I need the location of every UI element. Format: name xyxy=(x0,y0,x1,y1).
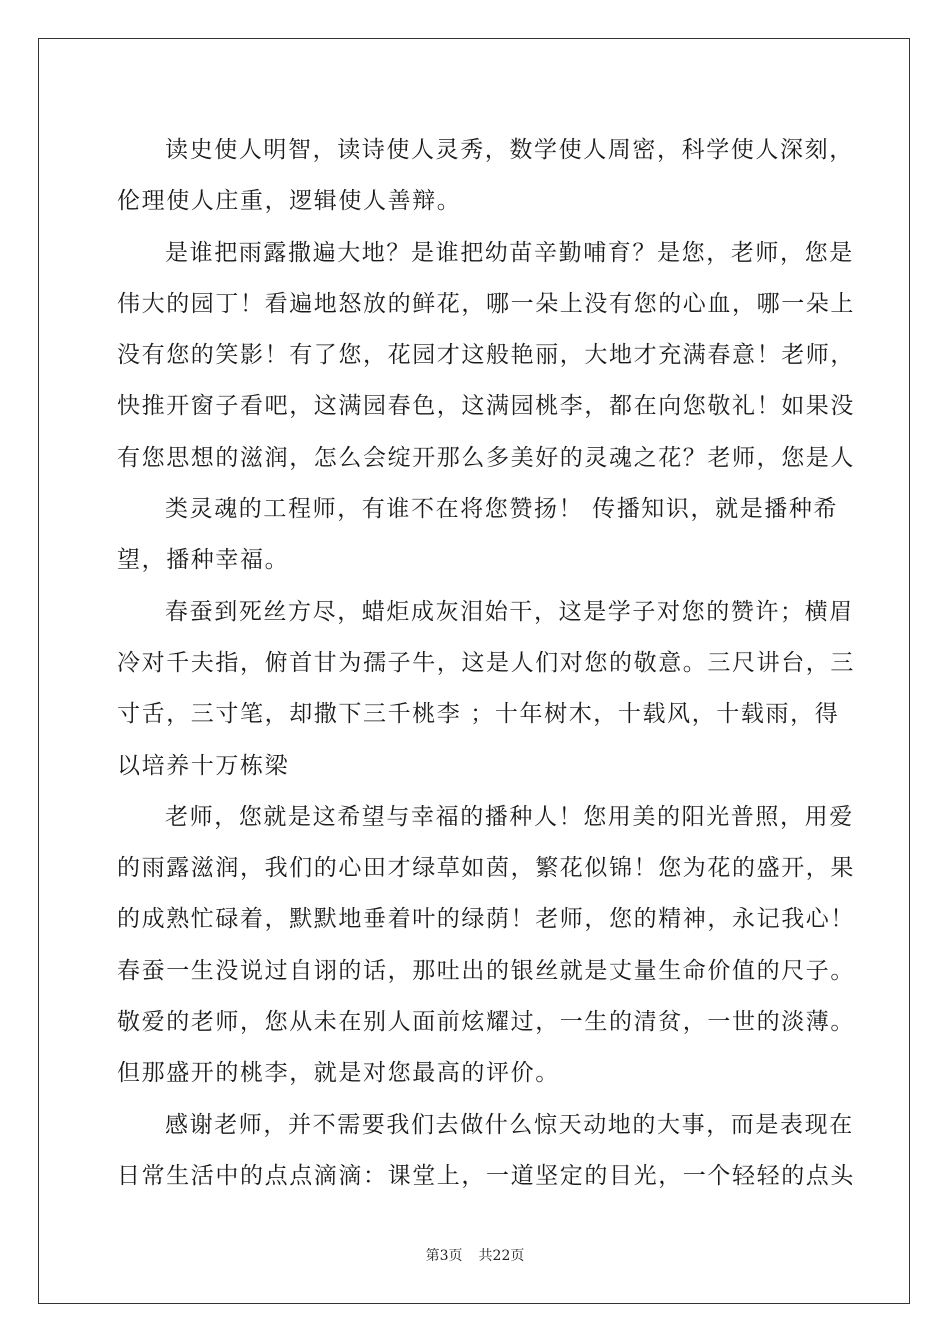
paragraph-5-line-5: 敬爱的老师，您从未在别人面前炫耀过，一生的清贫，一世的淡薄。 xyxy=(117,1009,855,1036)
paragraph-5-line-3: 的成熟忙碌着，默默地垂着叶的绿荫！老师，您的精神，永记我心！ xyxy=(117,906,855,933)
paragraph-4-line-4: 以培养十万栋梁 xyxy=(117,752,290,779)
paragraph-1-line-1: 读史使人明智，读诗使人灵秀，数学使人周密，科学使人深刻， xyxy=(165,137,854,163)
paragraph-5-line-2: 的雨露滋润，我们的心田才绿草如茵，繁花似锦！您为花的盛开，果 xyxy=(117,855,855,882)
paragraph-3-line-1: 类灵魂的工程师，有谁不在将您赞扬！ 传播知识，就是播种希 xyxy=(165,496,839,523)
document-body xyxy=(117,128,855,1205)
paragraph-3-line-2: 望，播种幸福。 xyxy=(117,547,290,574)
paragraph-2-line-5: 有您思想的滋润，怎么会绽开那么多美好的灵魂之花？老师，您是人 xyxy=(117,444,855,471)
page-footer xyxy=(0,1245,950,1265)
paragraph-4-line-2: 冷对千夫指，俯首甘为孺子牛，这是人们对您的敬意。三尺讲台，三 xyxy=(117,649,855,676)
paragraph-6-line-1: 感谢老师，并不需要我们去做什么惊天动地的大事，而是表现在 xyxy=(165,1111,854,1138)
paragraph-5-line-4: 春蚕一生没说过自诩的话，那吐出的银丝就是丈量生命价值的尺子。 xyxy=(117,957,855,984)
current-page-number: 第3页 xyxy=(425,1248,463,1264)
paragraph-2-line-4: 快推开窗子看吧，这满园春色，这满园桃李，都在向您敬礼！如果没 xyxy=(117,393,855,420)
paragraph-5-line-1: 老师，您就是这希望与幸福的播种人！您用美的阳光普照，用爱 xyxy=(165,803,854,830)
paragraph-2-line-1: 是谁把雨露撒遍大地？是谁把幼苗辛勤哺育？是您，老师，您是 xyxy=(165,239,854,266)
paragraph-4-line-1: 春蚕到死丝方尽，蜡炬成灰泪始干，这是学子对您的赞许；横眉 xyxy=(165,598,854,625)
paragraph-2-line-2: 伟大的园丁！看遍地怒放的鲜花，哪一朵上没有您的心血，哪一朵上 xyxy=(117,290,855,317)
paragraph-5-line-6: 但那盛开的桃李，就是对您最高的评价。 xyxy=(117,1060,560,1087)
paragraph-2-line-3: 没有您的笑影！有了您，花园才这般艳丽，大地才充满春意！老师， xyxy=(117,342,855,369)
paragraph-6-line-2: 日常生活中的点点滴滴：课堂上，一道坚定的目光，一个轻轻的点头 xyxy=(117,1162,855,1189)
paragraph-1-line-2: 伦理使人庄重，逻辑使人善辩。 xyxy=(117,188,462,215)
total-page-count: 共22页 xyxy=(478,1248,525,1264)
paragraph-4-line-3: 寸舌，三寸笔，却撒下三千桃李 ；十年树木，十载风，十载雨，得 xyxy=(117,701,840,728)
